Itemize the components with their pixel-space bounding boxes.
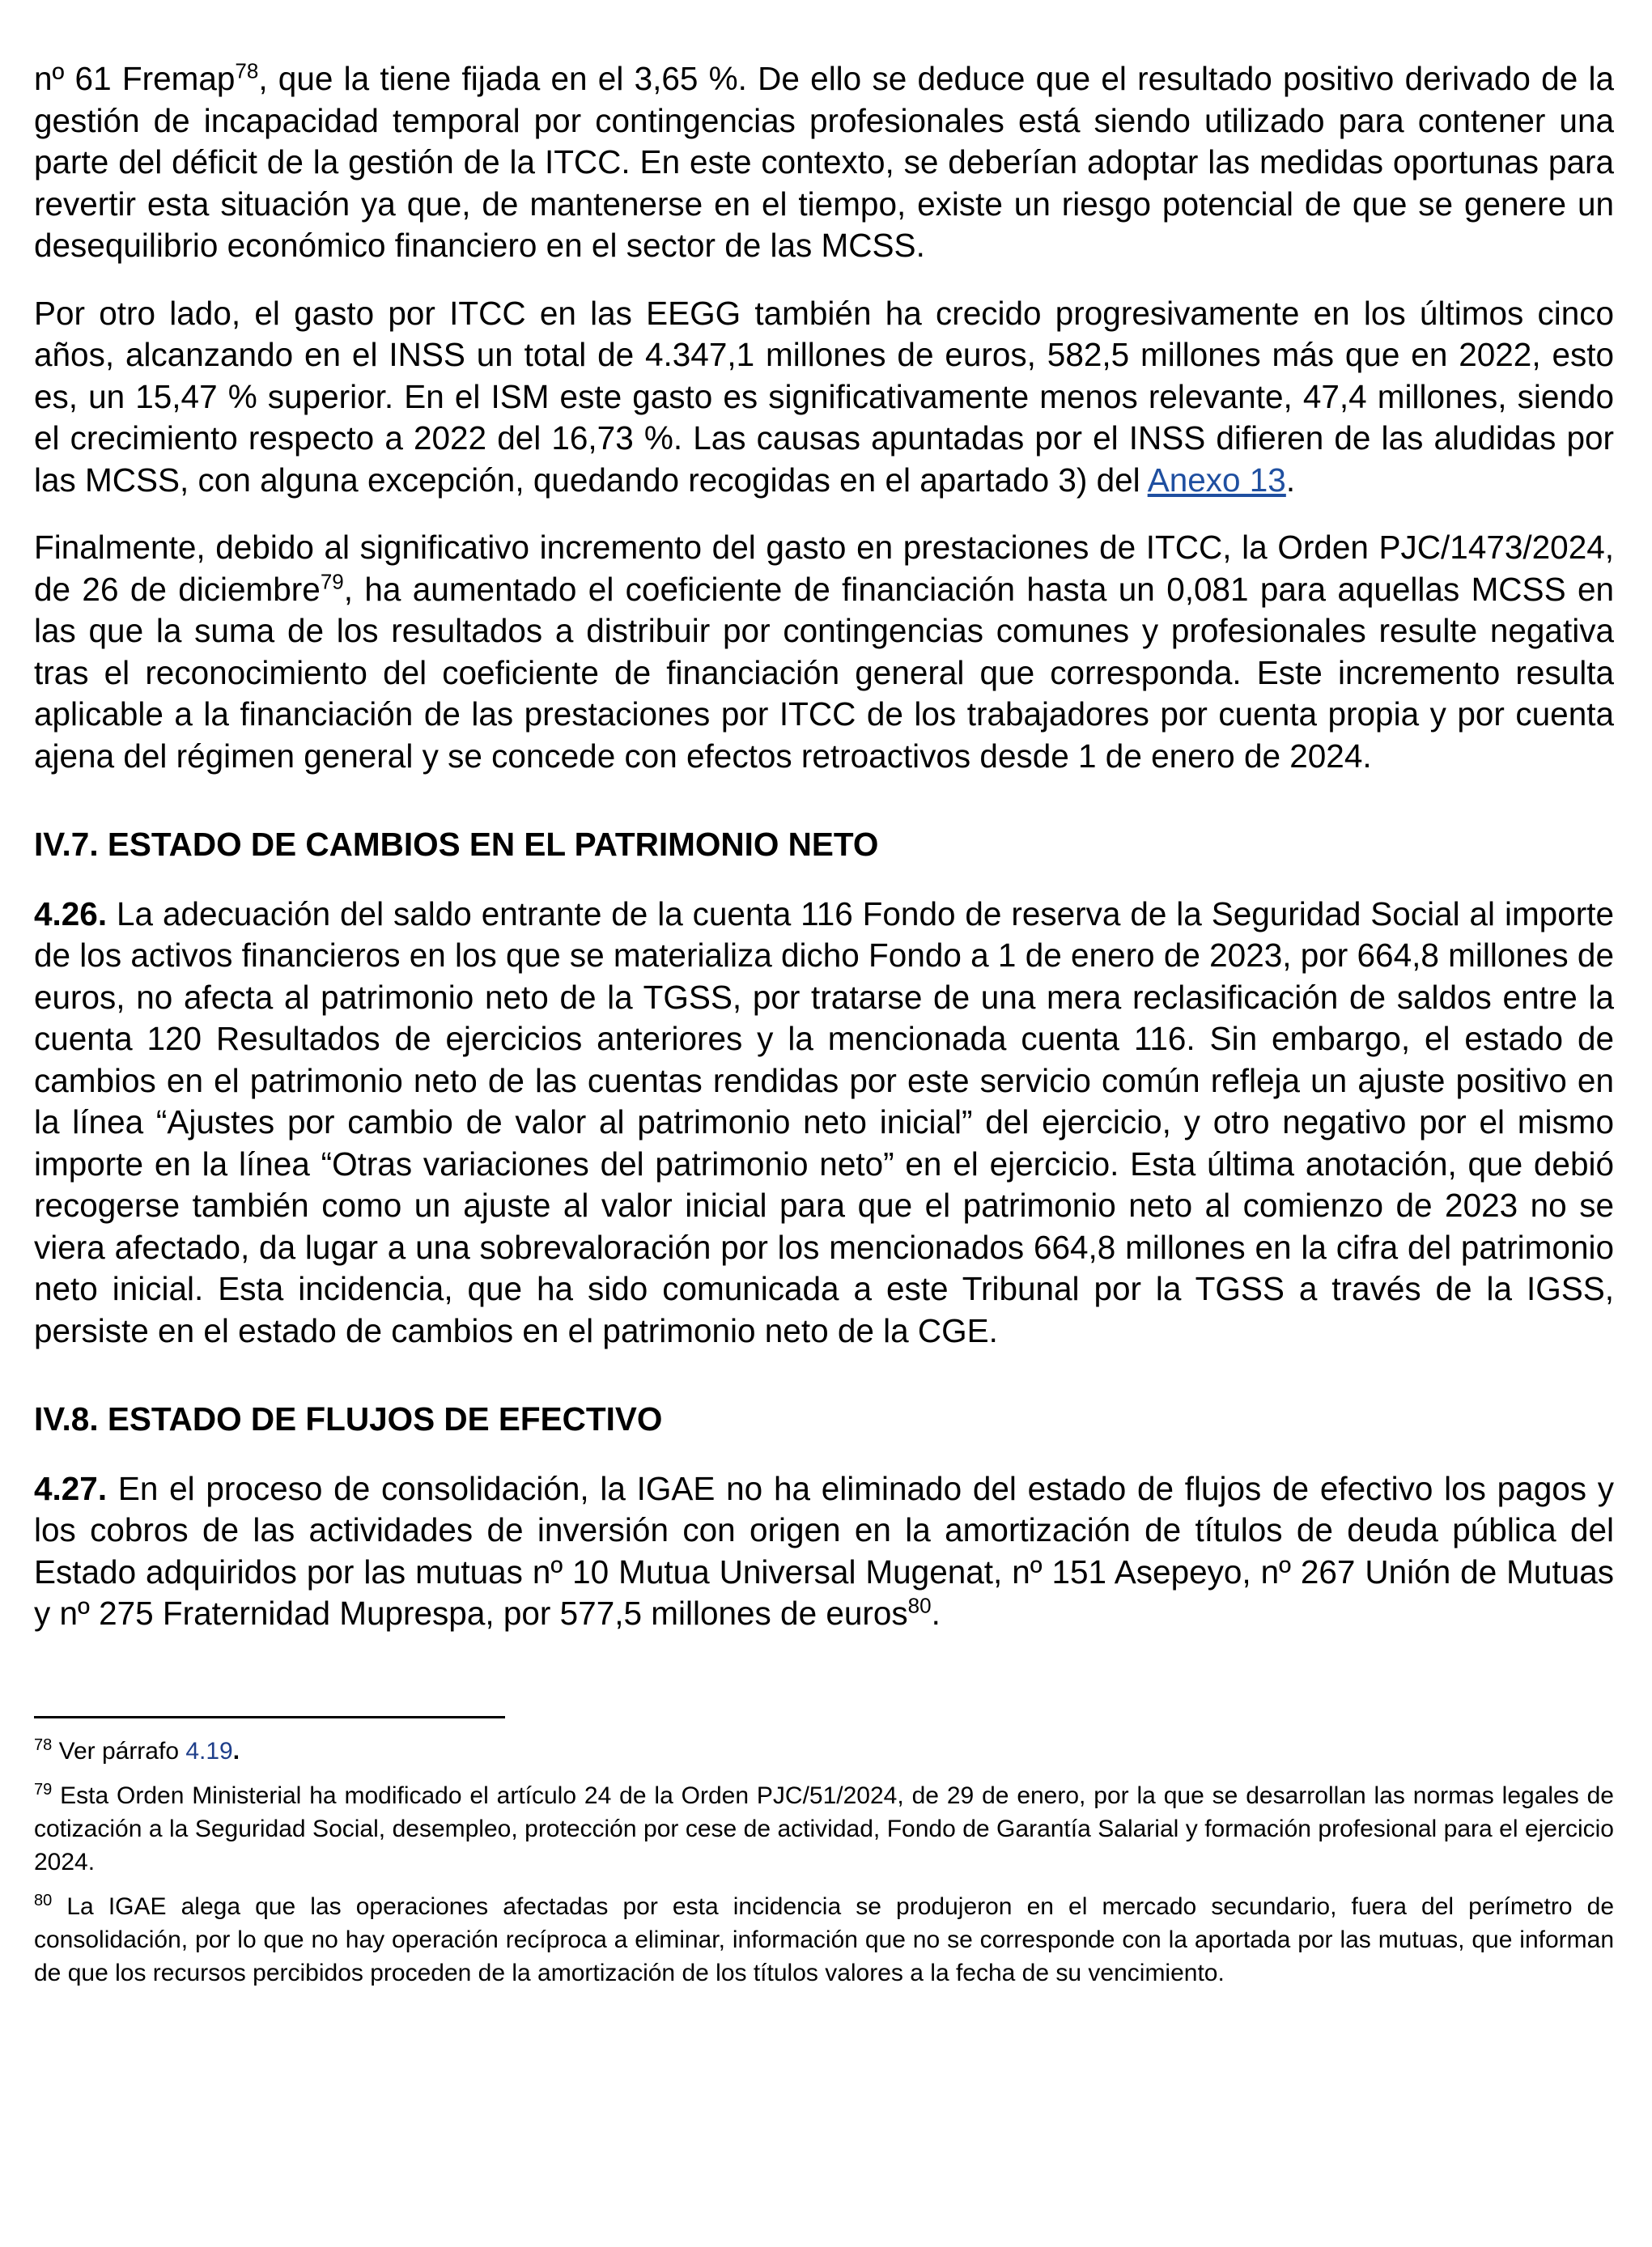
text: . bbox=[931, 1595, 941, 1632]
footnote-78 bbox=[34, 1735, 1614, 1768]
text: Esta Orden Ministerial ha modificado el artículo 24 de la Orden PJC/51/2024, de 29 de enero, por la que se desarrollan las normas legales de cotización a la Seguridad Social, desempleo, protección por cese de actividad, Fondo de Garantía Salarial y formación profesional para el ejercicio 2024. bbox=[34, 1782, 1614, 1875]
document-page bbox=[34, 58, 1614, 2001]
paragraph-orden-pjc bbox=[34, 527, 1614, 777]
paragraph-4-27 bbox=[34, 1468, 1614, 1635]
paragraph-number: 4.27. bbox=[34, 1469, 108, 1507]
footnote-number: 80 bbox=[34, 1891, 53, 1909]
footnote-ref-79[interactable]: 79 bbox=[320, 569, 344, 593]
section-heading-iv8: IV.8. ESTADO DE FLUJOS DE EFECTIVO bbox=[34, 1400, 663, 1438]
section-heading-iv7: IV.7. ESTADO DE CAMBIOS EN EL PATRIMONIO NETO bbox=[34, 826, 879, 863]
text: Por otro lado, el gasto por ITCC en las EEGG también ha crecido progresivamente en los últimos cinco años, alcanzando en el INSS un total de 4.347,1 millones de euros, 582,5 millones más que en 2022, esto es, un 15,47 % superior. En el ISM este gasto es significativamente menos relevante, 47,4 millones, siendo el crecimiento respecto a 2022 del 16,73 %. Las causas apuntadas por el INSS difieren de las aludidas por las MCSS, con alguna excepción, quedando recogidas en el apartado 3) del bbox=[34, 294, 1614, 499]
footnote-79 bbox=[34, 1779, 1614, 1879]
paragraph-fremap bbox=[34, 58, 1614, 267]
footnote-number: 79 bbox=[34, 1780, 53, 1799]
paragraph-number: 4.26. bbox=[34, 894, 108, 932]
text: Ver párrafo bbox=[52, 1737, 186, 1765]
paragraph-4-19-link[interactable]: 4.19 bbox=[185, 1737, 233, 1765]
paragraph-4-26 bbox=[34, 894, 1614, 1353]
footnote-ref-78[interactable]: 78 bbox=[235, 58, 259, 83]
footnote-separator bbox=[34, 1716, 505, 1718]
text: . bbox=[232, 1737, 240, 1765]
text: , que la tiene fijada en el 3,65 %. De ello se deduce que el resultado positivo derivado de la gestión de incapacidad temporal por contingencias profesionales está siendo utilizado para contener una parte del déficit de la gestión de la ITCC. En este contexto, se deberían adoptar las medidas oportunas para revertir esta situación ya que, de mantenerse en el tiempo, existe un riesgo potencial de que se genere un desequilibrio económico financiero en el sector de las MCSS. bbox=[34, 60, 1614, 264]
footnote-number: 78 bbox=[34, 1735, 53, 1754]
anexo-13-link[interactable]: Anexo 13 bbox=[1147, 461, 1286, 499]
text: La adecuación del saldo entrante de la cuenta 116 Fondo de reserva de la Seguridad Social al importe de los activos financieros en los que se materializa dicho Fondo a 1 de enero de 2023, por 664,8 millones de euros, no afecta al patrimonio neto de la TGSS, por tratarse de una mera reclasificación de saldos entre la cuenta 120 Resultados de ejercicios anteriores y la mencionada cuenta 116. Sin embargo, el estado de cambios en el patrimonio neto de las cuentas rendidas por este servicio común refleja un ajuste positivo en la línea “Ajustes por cambio de valor al patrimonio neto inicial” del ejercicio, y otro negativo por el mismo importe en la línea “Otras variaciones del patrimonio neto” en el ejercicio. Esta última anotación, que debió recogerse también como un ajuste al valor inicial para que el patrimonio neto al comienzo de 2023 no se viera afectado, da lugar a una sobrevaloración por los mencionados 664,8 millones en la cifra del patrimonio neto inicial. Esta incidencia, que ha sido comunicada a este Tribunal por la TGSS a través de la IGSS, persiste en el estado de cambios en el patrimonio neto de la CGE. bbox=[34, 894, 1614, 1349]
paragraph-itcc-eegg bbox=[34, 293, 1614, 502]
footnote-ref-80[interactable]: 80 bbox=[907, 1593, 932, 1618]
text: La IGAE alega que las operaciones afectadas por esta incidencia se produjeron en el mercado secundario, fuera del perímetro de consolidación, por lo que no hay operación recíproca a eliminar, información que no se corresponde con la aportada por las mutuas, que informan de que los recursos percibidos proceden de la amortización de los títulos valores a la fecha de su vencimiento. bbox=[34, 1892, 1614, 1986]
text: Finalmente, debido al significativo incremento del gasto en prestaciones de ITCC, la Orden PJC/1473/2024, de 26 de diciembre bbox=[34, 529, 1614, 608]
footnote-80 bbox=[34, 1890, 1614, 1990]
text: nº 61 Fremap bbox=[34, 60, 236, 97]
text: . bbox=[1285, 461, 1296, 499]
text: En el proceso de consolidación, la IGAE no ha eliminado del estado de flujos de efectivo los pagos y los cobros de las actividades de inversión con origen en la amortización de títulos de deuda pública del Estado adquiridos por las mutuas nº 10 Mutua Universal Mugenat, nº 151 Asepeyo, nº 267 Unión de Mutuas y nº 275 Fraternidad Muprespa, por 577,5 millones de euros bbox=[34, 1469, 1614, 1632]
text: , ha aumentado el coeficiente de financiación hasta un 0,081 para aquellas MCSS en las que la suma de los resultados a distribuir por contingencias comunes y profesionales resulte negativa tras el reconocimiento del coeficiente de financiación general que corresponda. Este incremento resulta aplicable a la financiación de las prestaciones por ITCC de los trabajadores por cuenta propia y por cuenta ajena del régimen general y se concede con efectos retroactivos desde 1 de enero de 2024. bbox=[34, 570, 1614, 775]
